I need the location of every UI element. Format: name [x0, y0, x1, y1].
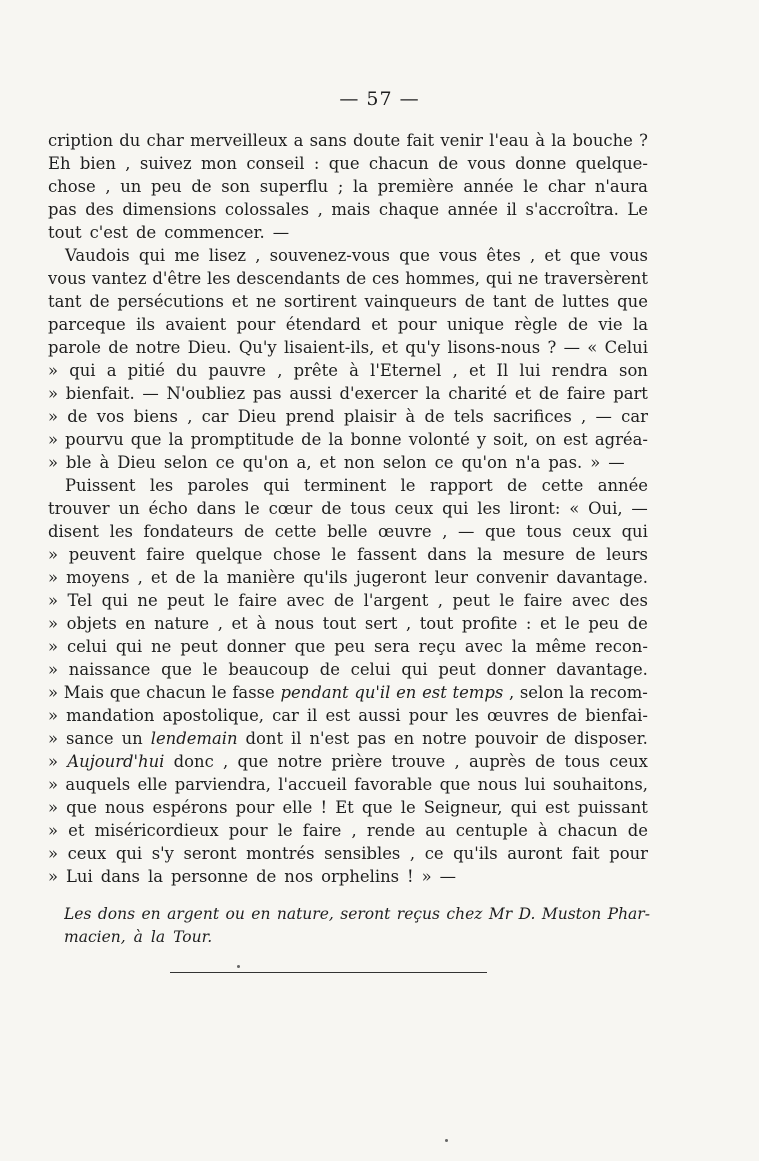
body-line: » naissance que le beaucoup de celui qui peut donner davantage.	[48, 660, 648, 679]
body-line: pas des dimensions colossales , mais chaque année il s'accroîtra. Le	[48, 200, 648, 219]
closing-rule	[170, 972, 487, 973]
body-line: » auquels elle parviendra, l'accueil favorable que nous lui souhaitons,	[48, 775, 648, 794]
body-line: » bienfait. — N'oubliez pas aussi d'exercer la charité et de faire part	[48, 384, 648, 403]
body-line: parceque ils avaient pour étendard et pour unique règle de vie la	[48, 315, 648, 334]
body-line: cription du char merveilleux a sans doute fait venir l'eau à la bouche ?	[48, 131, 648, 150]
body-line: » objets en nature , et à nous tout sert , tout profite : et le peu de	[48, 614, 648, 633]
body-line: » mandation apostolique, car il est aussi pour les œuvres de bienfai-	[48, 706, 648, 725]
footnote	[64, 903, 650, 949]
body-line: Puissent les paroles qui terminent le rapport de cette année	[65, 476, 648, 495]
body-line: Vaudois qui me lisez , souvenez-vous que vous êtes , et que vous	[65, 246, 648, 265]
body-line: » de vos biens , car Dieu prend plaisir à de tels sacrifices , — car	[48, 407, 648, 426]
body-line: » qui a pitié du pauvre , prête à l'Eternel , et Il lui rendra son	[48, 361, 648, 380]
body-line: » sance un lendemain dont il n'est pas en notre pouvoir de disposer.	[48, 729, 648, 748]
paper-speck	[445, 1139, 448, 1142]
body-line: disent les fondateurs de cette belle œuvre , — que tous ceux qui	[48, 522, 648, 541]
body-line: » ble à Dieu selon ce qu'on a, et non selon ce qu'on n'a pas. » —	[48, 453, 625, 472]
page-number: — 57 —	[339, 88, 420, 110]
body-line: » pourvu que la promptitude de la bonne volonté y soit, on est agréa-	[48, 430, 648, 449]
body-line: tout c'est de commencer. —	[48, 223, 290, 242]
body-line: » que nous espérons pour elle ! Et que le Seigneur, qui est puissant	[48, 798, 648, 817]
body-line: parole de notre Dieu. Qu'y lisaient-ils, et qu'y lisons-nous ? — « Celui	[48, 338, 648, 357]
body-line: » moyens , et de la manière qu'ils jugeront leur convenir davantage.	[48, 568, 648, 587]
body-line: vous vantez d'être les descendants de ces hommes, qui ne traversèrent	[48, 269, 648, 288]
body-line: » ceux qui s'y seront montrés sensibles , ce qu'ils auront fait pour	[48, 844, 648, 863]
body-line: chose , un peu de son superflu ; la première année le char n'aura	[48, 177, 648, 196]
footnote-line: macien, à la Tour.	[64, 928, 213, 946]
body-line: » Mais que chacun le fasse pendant qu'il en est temps , selon la recom-	[48, 683, 648, 702]
body-line: » et miséricordieux pour le faire , rende au centuple à chacun de	[48, 821, 648, 840]
body-line: tant de persécutions et ne sortirent vainqueurs de tant de luttes que	[48, 292, 648, 311]
body-line: » Lui dans la personne de nos orphelins ! » —	[48, 867, 457, 886]
body-line: » celui qui ne peut donner que peu sera reçu avec la même recon-	[48, 637, 648, 656]
paper-speck	[237, 965, 240, 968]
body-line: trouver un écho dans le cœur de tous ceux qui les liront: « Oui, —	[48, 499, 648, 518]
body-line: » Aujourd'hui donc , que notre prière trouve , auprès de tous ceux	[48, 752, 648, 771]
body-line: Eh bien , suivez mon conseil : que chacun de vous donne quelque-	[48, 154, 648, 173]
body-line: » peuvent faire quelque chose le fassent dans la mesure de leurs	[48, 545, 648, 564]
body-line: » Tel qui ne peut le faire avec de l'argent , peut le faire avec des	[48, 591, 648, 610]
footnote-line: Les dons en argent ou en nature, seront reçus chez Mr D. Muston Phar-	[64, 905, 650, 923]
body-text	[48, 129, 648, 888]
